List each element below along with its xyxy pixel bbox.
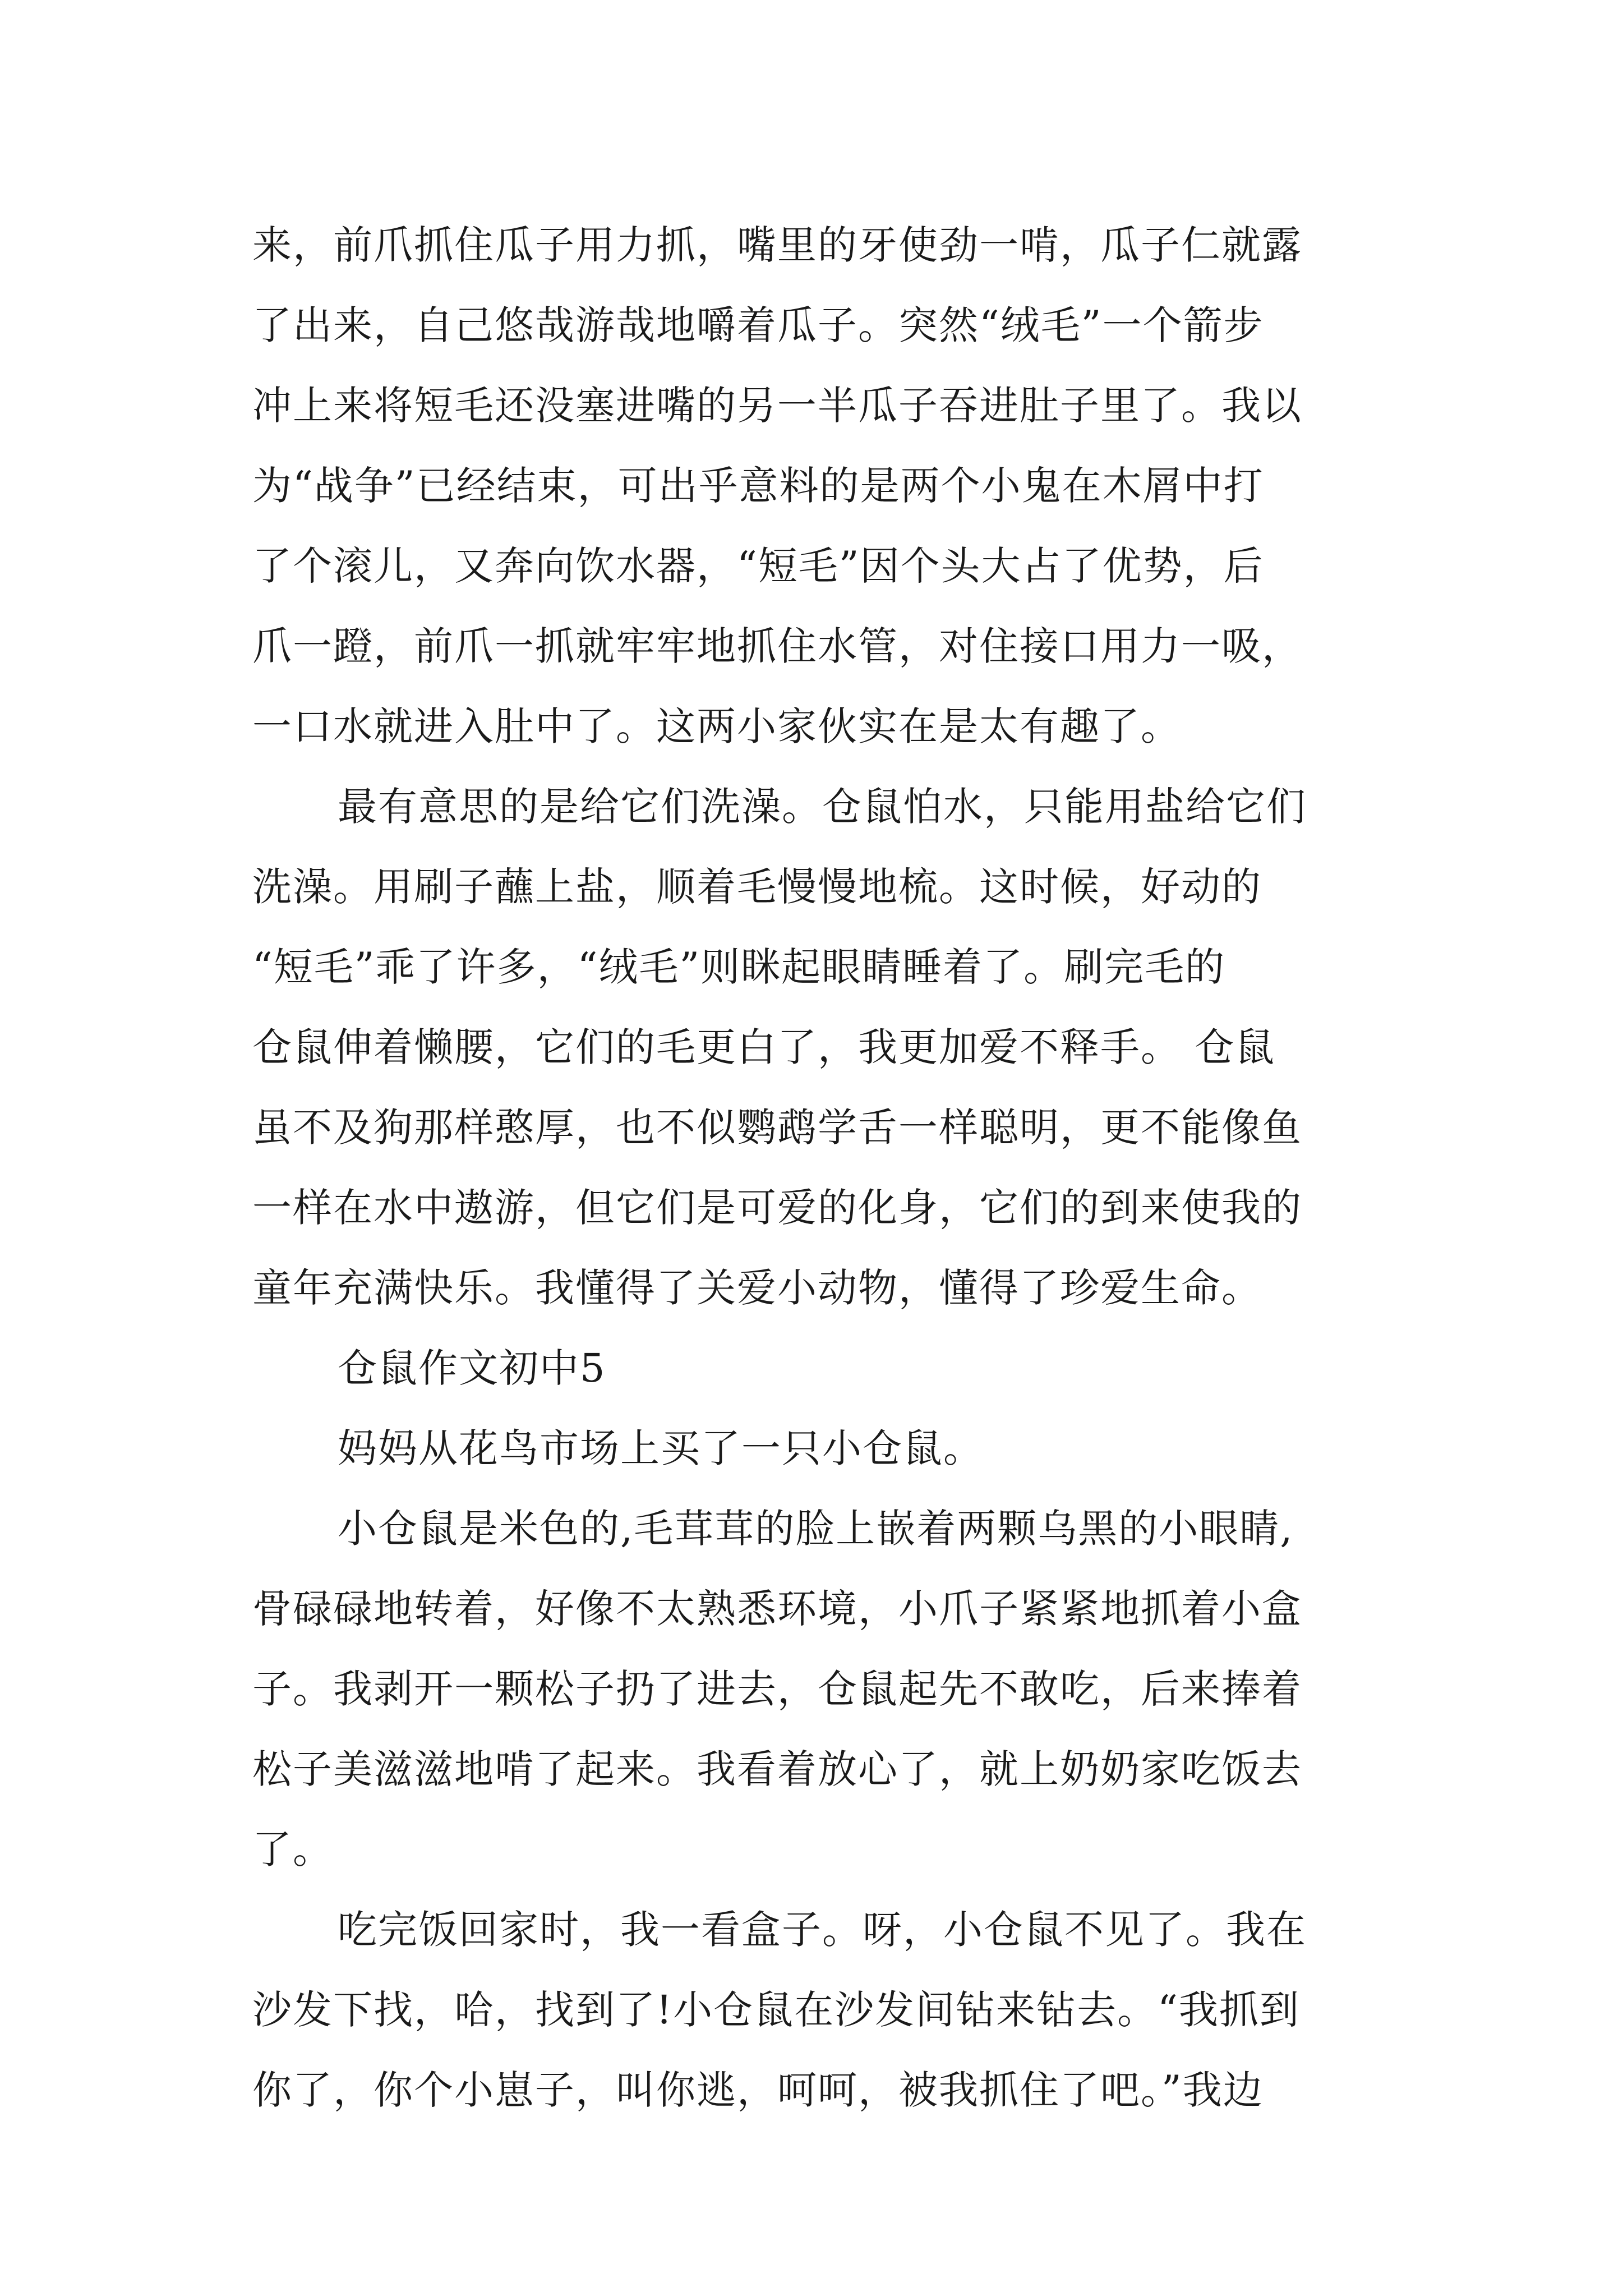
text-line: 为“战争”已经结束，可出乎意料的是两个小鬼在木屑中打 xyxy=(252,463,1264,509)
text-line: 你了，你个小崽子，叫你逃，呵呵，被我抓住了吧。”我边 xyxy=(252,2067,1264,2113)
paragraph-first-line: 吃完饭回家时，我一看盒子。呀，小仓鼠不见了。我在 xyxy=(338,1907,1307,1953)
text-line: 一口水就进入肚中了。这两小家伙实在是太有趣了。 xyxy=(252,703,1181,749)
text-line: 冲上来将短毛还没塞进嘴的另一半瓜子吞进肚子里了。我以 xyxy=(252,383,1302,429)
text-line: 一样在水中遨游，但它们是可爱的化身，它们的到来使我的 xyxy=(252,1185,1302,1231)
text-line: “短毛”乖了许多，“绒毛”则眯起眼睛睡着了。刷完毛的 xyxy=(252,944,1226,990)
text-line: 爪一蹬，前爪一抓就牢牢地抓住水管，对住接口用力一吸， xyxy=(252,623,1302,669)
text-line: 松子美滋滋地啃了起来。我看着放心了，就上奶奶家吃饭去 xyxy=(252,1746,1302,1792)
text-line: 仓鼠伸着懒腰，它们的毛更白了，我更加爱不释手。 仓鼠 xyxy=(252,1024,1276,1070)
text-line: 骨碌碌地转着，好像不太熟悉环境，小爪子紧紧地抓着小盒 xyxy=(252,1586,1302,1632)
paragraph-first-line: 小仓鼠是米色的,毛茸茸的脸上嵌着两颗乌黑的小眼睛, xyxy=(338,1506,1294,1552)
paragraph-first-line: 最有意思的是给它们洗澡。仓鼠怕水，只能用盐给它们 xyxy=(338,784,1307,830)
text-line: 沙发下找，哈，找到了!小仓鼠在沙发间钻来钻去。“我抓到 xyxy=(252,1987,1300,2033)
text-line: 洗澡。用刷子蘸上盐，顺着毛慢慢地梳。这时候，好动的 xyxy=(252,864,1262,910)
text-line: 了出来，自己悠哉游哉地嚼着瓜子。突然“绒毛”一个箭步 xyxy=(252,302,1264,348)
text-line: 了个滚儿，又奔向饮水器，“短毛”因个头大占了优势，后 xyxy=(252,543,1264,589)
text-line: 子。我剥开一颗松子扔了进去，仓鼠起先不敢吃，后来捧着 xyxy=(252,1666,1302,1712)
paragraph-first-line: 妈妈从花鸟市场上买了一只小仓鼠。 xyxy=(338,1425,984,1471)
text-line: 来，前爪抓住瓜子用力抓，嘴里的牙使劲一啃，瓜子仁就露 xyxy=(252,222,1302,268)
section-heading: 仓鼠作文初中5 xyxy=(338,1345,606,1391)
text-line: 虽不及狗那样憨厚，也不似鹦鹉学舌一样聪明，更不能像鱼 xyxy=(252,1105,1302,1151)
text-line: 了。 xyxy=(252,1826,333,1872)
text-line: 童年充满快乐。我懂得了关爱小动物，懂得了珍爱生命。 xyxy=(252,1265,1262,1311)
